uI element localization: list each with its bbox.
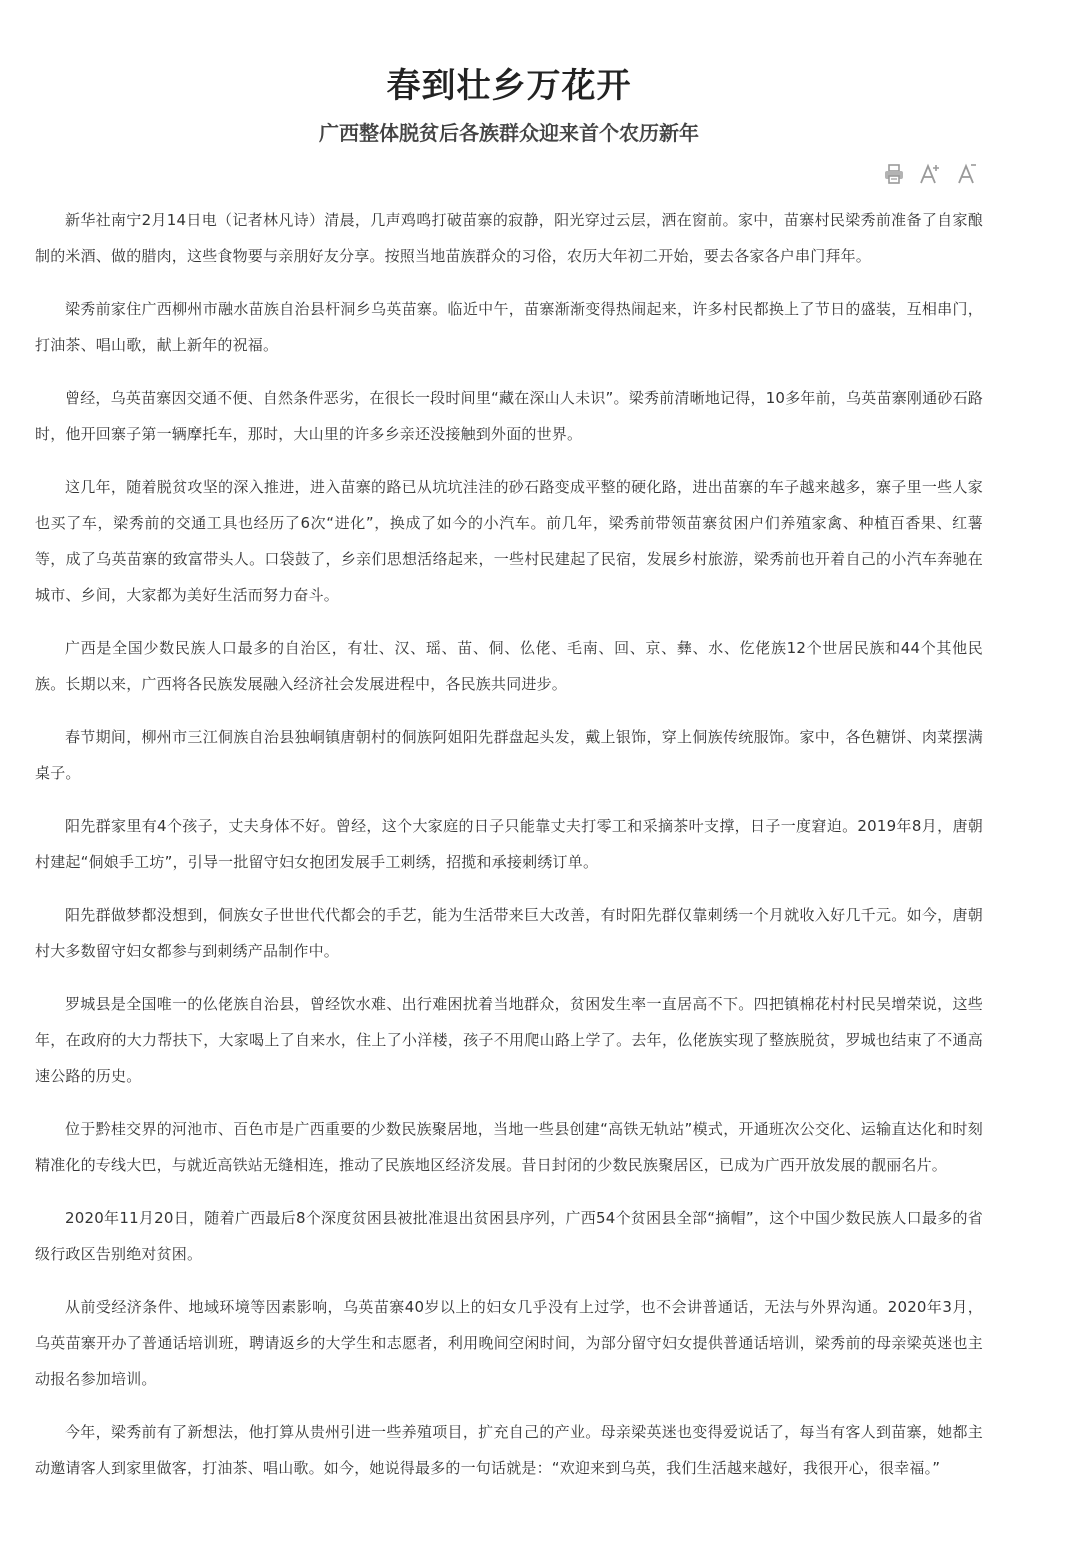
print-icon[interactable] xyxy=(881,161,907,187)
paragraph: 从前受经济条件、地域环境等因素影响，乌英苗寨40岁以上的妇女几乎没有上过学，也不会讲普通话，无法与外界沟通。2020年3月，乌英苗寨开办了普通话培训班，聘请返乡的大学生和志愿者，利用晚间空闲时间，为部分留守妇女提供普通话培训，梁秀前的母亲梁英迷也主动报名参加培训。 xyxy=(35,1298,983,1388)
paragraph: 梁秀前家住广西柳州市融水苗族自治县杆洞乡乌英苗寨。临近中午，苗寨渐渐变得热闹起来，许多村民都换上了节日的盛装，互相串门，打油茶、唱山歌，献上新年的祝福。 xyxy=(35,300,983,354)
paragraph: 阳先群做梦都没想到，侗族女子世世代代都会的手艺，能为生活带来巨大改善，有时阳先群仅靠刺绣一个月就收入好几千元。如今，唐朝村大多数留守妇女都参与到刺绣产品制作中。 xyxy=(35,906,983,960)
article-subtitle: 广西整体脱贫后各族群众迎来首个农历新年 xyxy=(319,121,699,145)
font-increase-icon[interactable] xyxy=(917,161,943,187)
font-decrease-icon[interactable] xyxy=(953,161,979,187)
paragraph: 今年，梁秀前有了新想法，他打算从贵州引进一些养殖项目，扩充自己的产业。母亲梁英迷也变得爱说话了，每当有客人到苗寨，她都主动邀请客人到家里做客，打油茶、唱山歌。如今，她说得最多的一句话就是：“欢迎来到乌英，我们生活越来越好，我很开心，很幸福。” xyxy=(35,1423,983,1477)
paragraph: 2020年11月20日，随着广西最后8个深度贫困县被批准退出贫困县序列，广西54个贫困县全部“摘帽”，这个中国少数民族人口最多的省级行政区告别绝对贫困。 xyxy=(35,1209,983,1263)
article-title: 春到壮乡万花开 xyxy=(386,66,632,106)
paragraph: 位于黔桂交界的河池市、百色市是广西重要的少数民族聚居地，当地一些县创建“高铁无轨站”模式，开通班次公交化、运输直达化和时刻精准化的专线大巴，与就近高铁站无缝相连，推动了民族地区经济发展。昔日封闭的少数民族聚居区，已成为广西开放发展的靓丽名片。 xyxy=(35,1120,983,1174)
paragraph: 这几年，随着脱贫攻坚的深入推进，进入苗寨的路已从坑坑洼洼的砂石路变成平整的硬化路，进出苗寨的车子越来越多，寨子里一些人家也买了车，梁秀前的交通工具也经历了6次“进化”，换成了如今的小汽车。前几年，梁秀前带领苗寨贫困户们养殖家禽、种植百香果、红薯等，成了乌英苗寨的致富带头人。口袋鼓了，乡亲们思想活络起来，一些村民建起了民宿，发展乡村旅游，梁秀前也开着自己的小汽车奔驰在城市、乡间，大家都为美好生活而努力奋斗。 xyxy=(35,478,983,604)
article-body xyxy=(35,202,983,1486)
article xyxy=(35,0,983,1503)
paragraph: 曾经，乌英苗寨因交通不便、自然条件恶劣，在很长一段时间里“藏在深山人未识”。梁秀前清晰地记得，10多年前，乌英苗寨刚通砂石路时，他开回寨子第一辆摩托车，那时，大山里的许多乡亲还没接触到外面的世界。 xyxy=(35,389,983,443)
paragraph: 春节期间，柳州市三江侗族自治县独峒镇唐朝村的侗族阿姐阳先群盘起头发，戴上银饰，穿上侗族传统服饰。家中，各色糖饼、肉菜摆满桌子。 xyxy=(35,728,983,782)
paragraph: 广西是全国少数民族人口最多的自治区，有壮、汉、瑶、苗、侗、仫佬、毛南、回、京、彝、水、仡佬族12个世居民族和44个其他民族。长期以来，广西将各民族发展融入经济社会发展进程中，各民族共同进步。 xyxy=(35,639,983,693)
article-toolbar xyxy=(35,154,983,194)
paragraph: 新华社南宁2月14日电（记者林凡诗）清晨，几声鸡鸣打破苗寨的寂静，阳光穿过云层，洒在窗前。家中，苗寨村民梁秀前准备了自家酿制的米酒、做的腊肉，这些食物要与亲朋好友分享。按照当地苗族群众的习俗，农历大年初二开始，要去各家各户串门拜年。 xyxy=(35,211,983,265)
paragraph: 罗城县是全国唯一的仫佬族自治县，曾经饮水难、出行难困扰着当地群众，贫困发生率一直居高不下。四把镇棉花村村民吴增荣说，这些年，在政府的大力帮扶下，大家喝上了自来水，住上了小洋楼，孩子不用爬山路上学了。去年，仫佬族实现了整族脱贫，罗城也结束了不通高速公路的历史。 xyxy=(35,995,983,1085)
paragraph: 阳先群家里有4个孩子，丈夫身体不好。曾经，这个大家庭的日子只能靠丈夫打零工和采摘茶叶支撑，日子一度窘迫。2019年8月，唐朝村建起“侗娘手工坊”，引导一批留守妇女抱团发展手工刺绣，招揽和承接刺绣订单。 xyxy=(35,817,983,871)
